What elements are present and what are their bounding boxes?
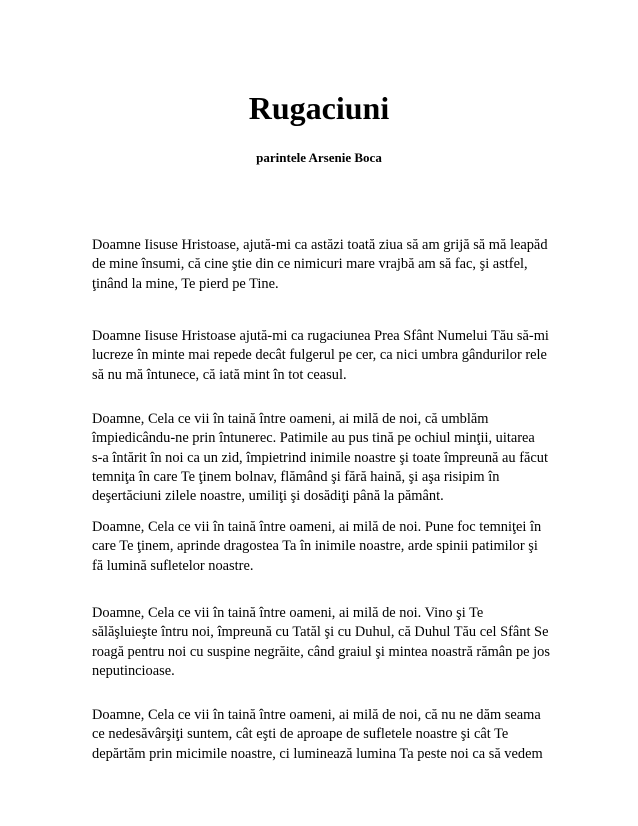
text-line: împiedicându-ne prin întunerec. Patimile au pus tină pe ochiul minţii, uitarea [92,430,535,447]
text-line: Doamne, Cela ce vii în taină între oameni, ai milă de noi. Pune foc temniţei în [92,519,542,535]
text-line: s-a întărit în noi ca un zid, împietrind inimile noastre şi toate împreună au făcut [92,449,548,466]
text-line: depărtăm prin micimile noastre, ci luminează lumina Ta peste noi ca să vedem [92,745,543,762]
prayer-paragraph-4 [92,518,552,576]
text-line: lucreze în minte mai repede decât fulgerul pe cer, ca nici umbra gândurilor rele [92,347,547,364]
text-line: să nu mă întunece, că iată mint în tot ceasul. [92,366,347,383]
text-line: de mine însumi, că cine ştie din ce nimicuri mare vrajbă am să fac, şi astfel, [92,256,528,273]
prayer-paragraph-2 [92,327,552,385]
text-line: fă lumină sufletelor noastre. [92,557,254,574]
page-subtitle: parintele Arsenie Boca [256,150,382,165]
text-line: neputincioase. [92,662,175,679]
text-line: roagă pentru noi cu suspine negrăite, când graiul şi mintea noastră rămân pe jos [92,643,550,660]
prayer-paragraph-3 [92,410,552,506]
prayer-paragraph-6 [92,706,552,764]
text-line: care Te ţinem, aprinde dragostea Ta în inimile noastre, arde spinii patimilor şi [92,538,538,555]
text-line: Doamne, Cela ce vii în taină între oameni, ai milă de noi, că nu ne dăm seama [92,707,541,723]
text-line: temniţa în care Te ţinem bolnav, flămând şi fără haină, şi aşa risipim în [92,468,500,485]
text-line: Doamne, Cela ce vii în taină între oameni, ai milă de noi, că umblăm [92,411,489,427]
text-line: ţinând la mine, Te pierd pe Tine. [92,275,279,292]
text-line: Doamne, Cela ce vii în taină între oameni, ai milă de noi. Vino şi Te [92,605,484,621]
text-line: ce nedesăvârşiţi suntem, cât eşti de aproape de sufletele noastre şi cât Te [92,726,509,743]
page-title: Rugaciuni [248,90,390,126]
text-line: deşertăciuni zilele noastre, umiliţi şi dosădiţi până la pământ. [92,488,444,505]
text-line: sălăşluieşte întru noi, împreună cu Tatăl şi cu Duhul, că Duhul Tău cel Sfânt Se [92,624,549,641]
prayer-paragraph-5 [92,604,552,681]
text-line: Doamne Iisuse Hristoase ajută-mi ca rugaciunea Prea Sfânt Numelui Tău să-mi [92,328,549,344]
prayer-paragraph-1 [92,236,552,294]
text-line: Doamne Iisuse Hristoase, ajută-mi ca astăzi toată ziua să am grijă să mă leapăd [92,237,548,253]
